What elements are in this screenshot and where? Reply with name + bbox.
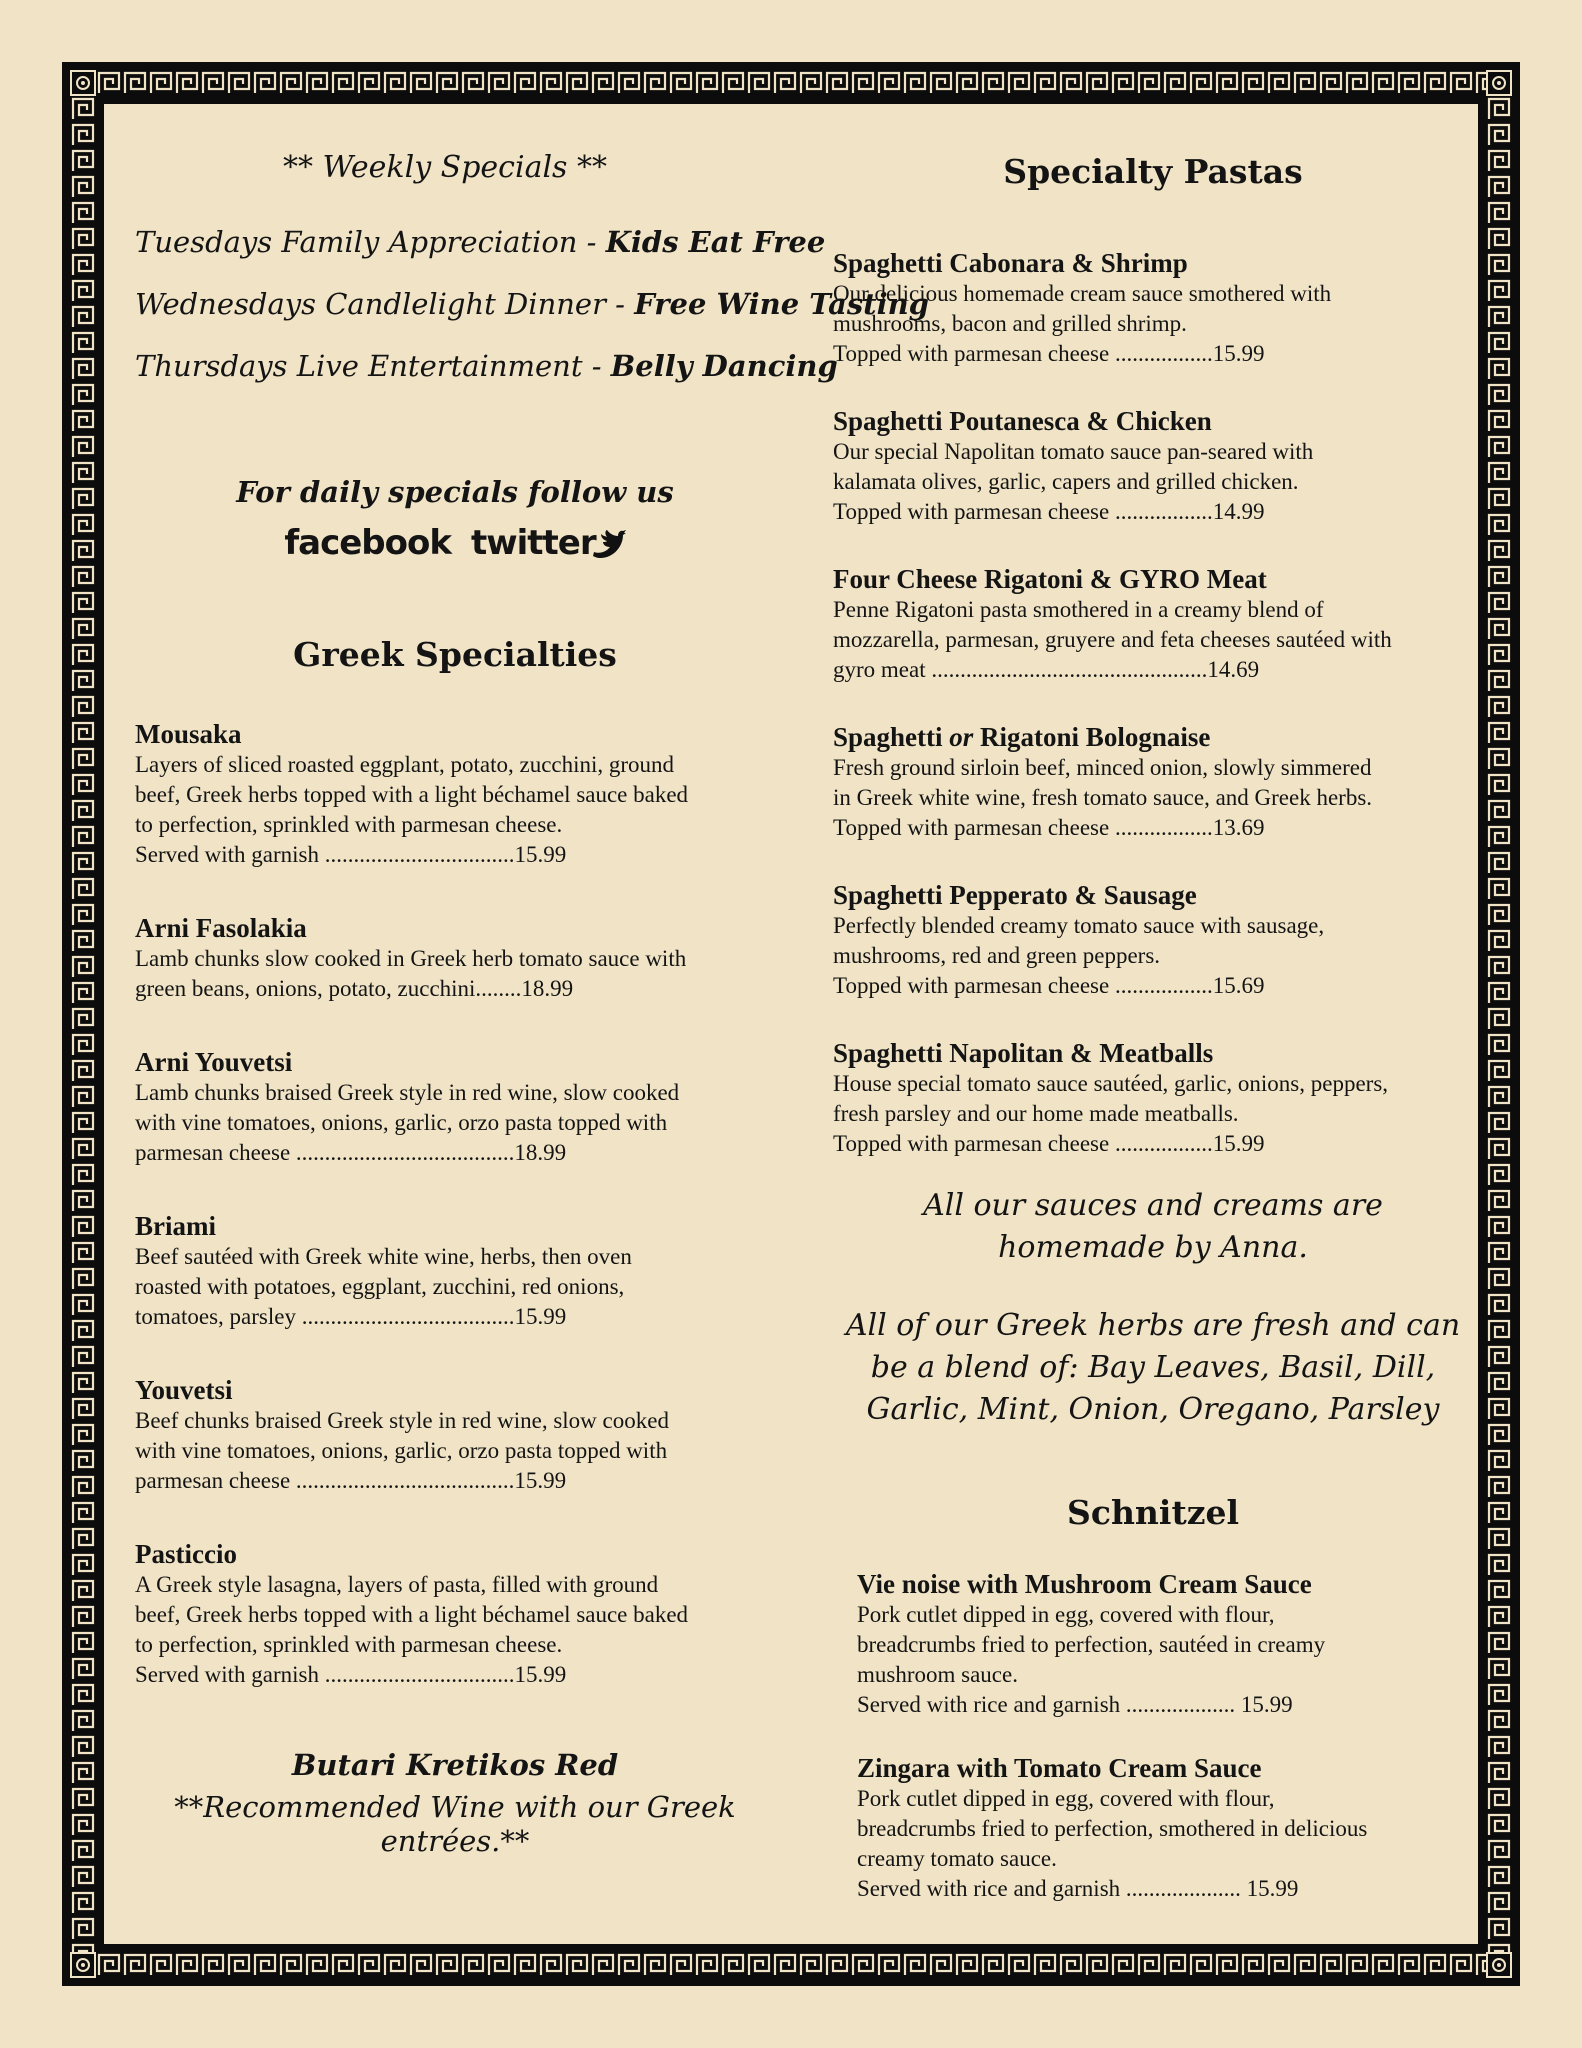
item-name: Zingara with Tomato Cream Sauce bbox=[857, 1753, 1262, 1783]
menu-item bbox=[135, 718, 775, 870]
item-desc-line: A Greek style lasagna, layers of pasta, filled with ground bbox=[135, 1572, 659, 1597]
item-name: Youvetsi bbox=[135, 1375, 233, 1405]
special-tuesday: Tuesdays Family Appreciation - Kids Eat Free bbox=[135, 225, 826, 259]
twitter-bird-icon bbox=[592, 530, 626, 560]
menu-item bbox=[833, 563, 1473, 685]
item-desc-line: mushrooms, bacon and grilled shrimp. bbox=[833, 311, 1187, 336]
item-desc-line: Lamb chunks slow cooked in Greek herb tomato sauce with bbox=[135, 946, 687, 971]
item-desc-line: roasted with potatoes, eggplant, zucchini, red onions, bbox=[135, 1274, 625, 1299]
item-name: Spaghetti or Rigatoni Bolognaise bbox=[833, 722, 1211, 752]
menu-item bbox=[833, 721, 1473, 843]
special-thursday: Thursdays Live Entertainment - Belly Dancing bbox=[135, 349, 838, 383]
item-desc-line: to perfection, sprinkled with parmesan cheese. bbox=[135, 812, 563, 837]
wine-name: Butari Kretikos Red bbox=[291, 1748, 619, 1782]
item-desc-line: to perfection, sprinkled with parmesan cheese. bbox=[135, 1632, 563, 1657]
schnitzel-list bbox=[833, 1568, 1473, 1904]
item-price-line: Topped with parmesan cheese .................14.99 bbox=[833, 499, 1265, 524]
item-name: Four Cheese Rigatoni & GYRO Meat bbox=[833, 564, 1267, 594]
menu-item bbox=[833, 879, 1473, 1001]
greek-key-band bbox=[96, 1952, 1486, 1978]
menu-item bbox=[857, 1752, 1473, 1904]
item-name: Spaghetti Poutanesca & Chicken bbox=[833, 406, 1212, 436]
item-name: Pasticcio bbox=[135, 1539, 237, 1569]
item-desc-line: Beef sautéed with Greek white wine, herbs, then oven bbox=[135, 1244, 632, 1269]
item-desc-line: creamy tomato sauce. bbox=[857, 1846, 1057, 1871]
item-price-line: Served with rice and garnish ................... 15.99 bbox=[857, 1692, 1293, 1717]
greek-key-band bbox=[1486, 96, 1512, 1952]
item-desc-line: Layers of sliced roasted eggplant, potato, zucchini, ground bbox=[135, 752, 675, 777]
menu-item bbox=[135, 1374, 775, 1496]
item-desc-line: breadcrumbs fried to perfection, sautéed in creamy bbox=[857, 1632, 1326, 1657]
specialty-pastas-title: Specialty Pastas bbox=[1003, 152, 1303, 191]
item-desc-line: mushrooms, red and green peppers. bbox=[833, 943, 1161, 968]
sauces-note: All our sauces and creams are homemade by Anna. bbox=[923, 1188, 1383, 1265]
item-price-line: Served with garnish .................................15.99 bbox=[135, 842, 567, 867]
item-desc-line: Lamb chunks braised Greek style in red wine, slow cooked bbox=[135, 1080, 680, 1105]
menu-item bbox=[135, 912, 775, 1004]
item-price-line: Topped with parmesan cheese .................15.99 bbox=[833, 341, 1265, 366]
social-links bbox=[135, 523, 775, 569]
item-desc-line: Fresh ground sirloin beef, minced onion, slowly simmered bbox=[833, 755, 1372, 780]
menu-item bbox=[135, 1538, 775, 1690]
greek-specialties-title: Greek Specialties bbox=[293, 635, 617, 674]
item-name: Spaghetti Pepperato & Sausage bbox=[833, 880, 1197, 910]
item-desc-line: Penne Rigatoni pasta smothered in a creamy blend of bbox=[833, 597, 1324, 622]
item-desc-line: with vine tomatoes, onions, garlic, orzo pasta topped with bbox=[135, 1110, 668, 1135]
border-corner-icon bbox=[1486, 1952, 1512, 1978]
item-desc-line: Pork cutlet dipped in egg, covered with flour, bbox=[857, 1602, 1275, 1627]
right-column bbox=[833, 140, 1473, 1904]
item-name: Spaghetti Napolitan & Meatballs bbox=[833, 1038, 1214, 1068]
item-desc-line: Our delicious homemade cream sauce smothered with bbox=[833, 281, 1332, 306]
item-price-line: gyro meat ................................................14.69 bbox=[833, 657, 1260, 682]
item-price-line: Served with garnish .................................15.99 bbox=[135, 1662, 567, 1687]
item-desc-line: Our special Napolitan tomato sauce pan-seared with bbox=[833, 439, 1314, 464]
menu-item bbox=[833, 405, 1473, 527]
menu-item bbox=[833, 1037, 1473, 1159]
item-desc-line: Pork cutlet dipped in egg, covered with flour, bbox=[857, 1786, 1275, 1811]
follow-us-text: For daily specials follow us bbox=[236, 475, 674, 509]
item-desc-line: with vine tomatoes, onions, garlic, orzo pasta topped with bbox=[135, 1438, 668, 1463]
item-desc-line: Beef chunks braised Greek style in red wine, slow cooked bbox=[135, 1408, 669, 1433]
item-name: Vie noise with Mushroom Cream Sauce bbox=[857, 1569, 1312, 1599]
menu-item bbox=[857, 1568, 1473, 1720]
border-corner-icon bbox=[70, 70, 96, 96]
item-desc-line: beef, Greek herbs topped with a light béchamel sauce baked bbox=[135, 782, 689, 807]
item-price-line: Topped with parmesan cheese .................13.69 bbox=[833, 815, 1265, 840]
border-corner-icon bbox=[1486, 70, 1512, 96]
item-name: Arni Youvetsi bbox=[135, 1047, 293, 1077]
wine-note: **Recommended Wine with our Greek entrées.** bbox=[174, 1790, 736, 1858]
item-price-line: tomatoes, parsley .....................................15.99 bbox=[135, 1304, 567, 1329]
item-price-line: Topped with parmesan cheese .................15.69 bbox=[833, 973, 1265, 998]
item-desc-line: kalamata olives, garlic, capers and grilled chicken. bbox=[833, 469, 1299, 494]
left-column bbox=[135, 140, 929, 1858]
menu-item bbox=[135, 1210, 775, 1332]
item-name: Mousaka bbox=[135, 719, 242, 749]
item-price-line: parmesan cheese ......................................15.99 bbox=[135, 1468, 567, 1493]
item-price-line: parmesan cheese ......................................18.99 bbox=[135, 1140, 567, 1165]
item-price-line: Topped with parmesan cheese .................15.99 bbox=[833, 1131, 1265, 1156]
menu-item bbox=[833, 247, 1473, 369]
item-desc-line: Perfectly blended creamy tomato sauce with sausage, bbox=[833, 913, 1325, 938]
item-desc-line: beef, Greek herbs topped with a light béchamel sauce baked bbox=[135, 1602, 689, 1627]
wine-recommendation bbox=[135, 1748, 775, 1858]
border-corner-icon bbox=[70, 1952, 96, 1978]
item-price-line: green beans, onions, potato, zucchini........18.99 bbox=[135, 976, 574, 1001]
item-name: Briami bbox=[135, 1211, 216, 1241]
item-desc-line: House special tomato sauce sautéed, garlic, onions, peppers, bbox=[833, 1071, 1389, 1096]
item-desc-line: in Greek white wine, fresh tomato sauce, and Greek herbs. bbox=[833, 785, 1373, 810]
greek-key-band bbox=[96, 70, 1486, 96]
item-desc-line: mozzarella, parmesan, gruyere and feta cheeses sautéed with bbox=[833, 627, 1392, 652]
twitter-link[interactable]: twitter bbox=[471, 523, 626, 563]
item-name: Arni Fasolakia bbox=[135, 913, 307, 943]
menu-item bbox=[135, 1046, 775, 1168]
herbs-note: All of our Greek herbs are fresh and can be a blend of: Bay Leaves, Basil, Dill, Garlic, Mint, Onion, Oregano, Parsley bbox=[845, 1308, 1461, 1427]
item-price-line: Served with rice and garnish .................... 15.99 bbox=[857, 1876, 1299, 1901]
item-desc-line: breadcrumbs fried to perfection, smothered in delicious bbox=[857, 1816, 1368, 1841]
facebook-link[interactable]: facebook bbox=[284, 523, 451, 563]
item-desc-line: mushroom sauce. bbox=[857, 1662, 1018, 1687]
greek-key-band bbox=[70, 96, 96, 1952]
weekly-specials-title: ** Weekly Specials ** bbox=[282, 150, 607, 185]
item-name: Spaghetti Cabonara & Shrimp bbox=[833, 248, 1188, 278]
schnitzel-title: Schnitzel bbox=[1067, 1493, 1239, 1532]
special-wednesday: Wednesdays Candlelight Dinner - Free Wine Tasting bbox=[135, 287, 929, 321]
item-desc-line: fresh parsley and our home made meatballs. bbox=[833, 1101, 1239, 1126]
